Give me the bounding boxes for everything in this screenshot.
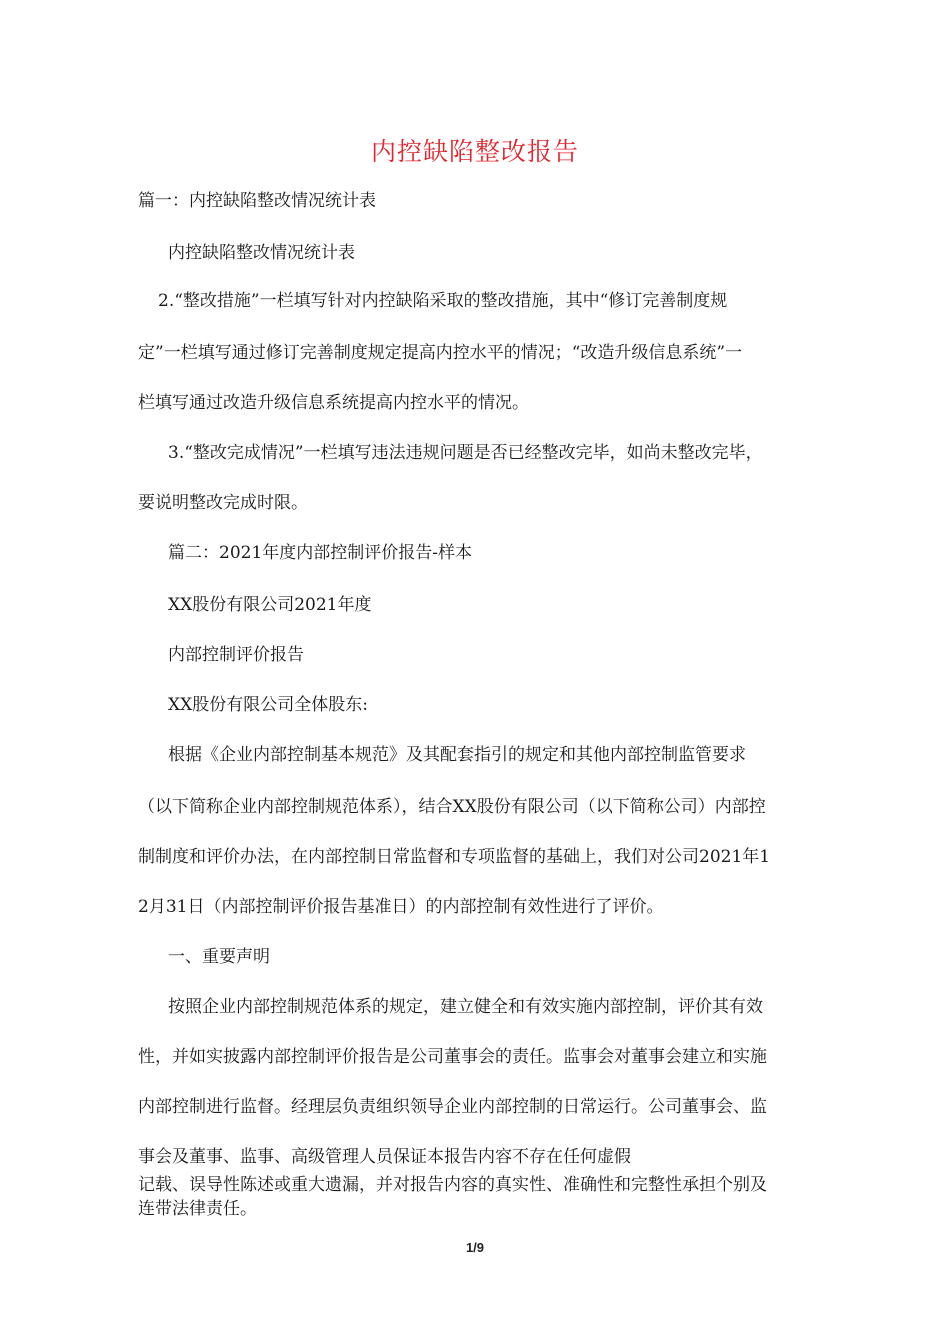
paragraph-line: 栏填写通过改造升级信息系统提高内控水平的情况。: [138, 393, 529, 413]
paragraph-line: 定”一栏填写通过修订完善制度规定提高内控水平的情况；“改造升级信息系统”一: [138, 343, 743, 363]
report-name-line: 内部控制评价报告: [168, 645, 304, 665]
paragraph-line: 2月31日（内部控制评价报告基准日）的内部控制有效性进行了评价。: [138, 897, 664, 917]
page-number: 1/9: [465, 1240, 485, 1255]
paragraph-line: （以下简称企业内部控制规范体系），结合XX股份有限公司（以下简称公司）内部控: [138, 797, 766, 817]
paragraph-line: 制制度和评价办法，在内部控制日常监督和专项监督的基础上，我们对公司2021年1: [138, 847, 771, 867]
section-heading-declaration: 一、重要声明: [168, 947, 270, 967]
table-title: 内控缺陷整改情况统计表: [168, 243, 355, 263]
paragraph-line: 事会及董事、监事、高级管理人员保证本报告内容不存在任何虚假: [138, 1147, 631, 1167]
paragraph-line: 记载、误导性陈述或重大遗漏，并对报告内容的真实性、准确性和完整性承担个别及: [138, 1175, 767, 1195]
section-heading-part-one: 篇一：内控缺陷整改情况统计表: [138, 191, 376, 211]
paragraph-line: 性，并如实披露内部控制评价报告是公司董事会的责任。监事会对董事会建立和实施: [138, 1047, 767, 1067]
paragraph-line: 2.“整改措施”一栏填写针对内控缺陷采取的整改措施，其中“修订完善制度规: [158, 291, 728, 311]
paragraph-line: 要说明整改完成时限。: [138, 493, 308, 513]
section-heading-part-two: 篇二：2021年度内部控制评价报告-样本: [168, 543, 473, 563]
paragraph-line: 连带法律责任。: [138, 1199, 257, 1219]
company-year-line: XX股份有限公司2021年度: [168, 595, 372, 615]
paragraph-line: 根据《企业内部控制基本规范》及其配套指引的规定和其他内部控制监管要求: [168, 745, 746, 765]
paragraph-line: 3.“整改完成情况”一栏填写违法违规问题是否已经整改完毕，如尚未整改完毕，: [168, 443, 763, 463]
document-title: 内控缺陷整改报告: [370, 137, 579, 166]
paragraph-line: 内部控制进行监督。经理层负责组织领导企业内部控制的日常运行。公司董事会、监: [138, 1097, 767, 1117]
salutation-line: XX股份有限公司全体股东:: [168, 695, 368, 715]
paragraph-line: 按照企业内部控制规范体系的规定，建立健全和有效实施内部控制，评价其有效: [168, 997, 763, 1017]
